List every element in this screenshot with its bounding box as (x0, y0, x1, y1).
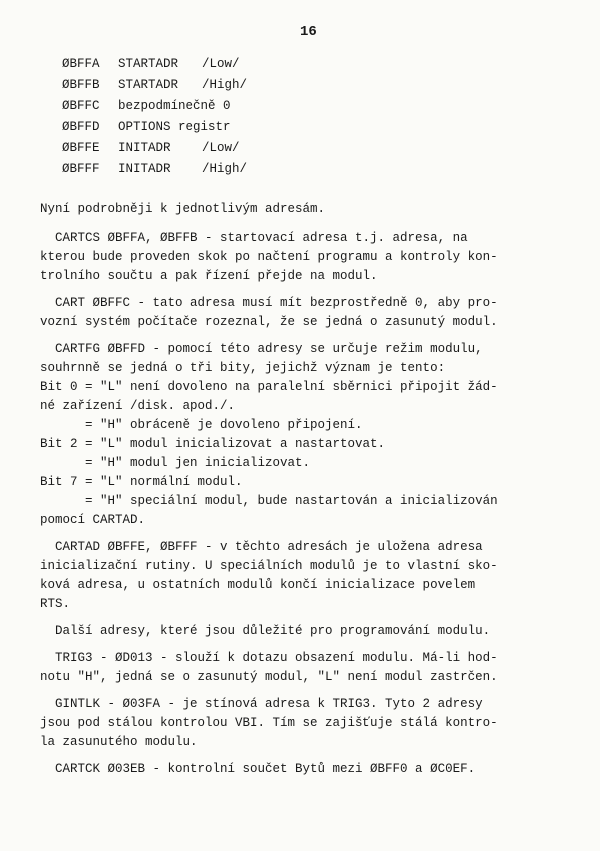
text-line: notu "H", jedná se o zasunutý modul, "L" není modul zastrčen. (40, 670, 498, 684)
text-line: CART ØBFFC - tato adresa musí mít bezprostředně 0, aby pro- (40, 296, 498, 310)
text-line: jsou pod stálou kontrolou VBI. Tím se zajišťuje stálá kontro- (40, 716, 498, 730)
text-line: kterou bude proveden skok po načtení programu a kontroly kon- (40, 250, 498, 264)
text-line: pomocí CARTAD. (40, 513, 146, 527)
register-name: INITADR (118, 162, 171, 176)
register-name: OPTIONS registr (118, 120, 231, 134)
register-address: ØBFFF (62, 162, 100, 176)
register-note: /Low/ (202, 57, 240, 71)
text-line: inicializační rutiny. U speciálních modulů je to vlastní sko- (40, 559, 498, 573)
register-address: ØBFFB (62, 78, 100, 92)
text-line: Bit 7 = "L" normální modul. (40, 475, 243, 489)
cart-paragraph (40, 294, 572, 332)
register-name: INITADR (118, 141, 171, 155)
body-text (40, 200, 572, 779)
register-row (62, 96, 247, 117)
register-row (62, 117, 247, 138)
cartcs-paragraph (40, 229, 572, 286)
intro-paragraph: Nyní podrobněji k jednotlivým adresám. (40, 202, 326, 216)
text-line: Bit 2 = "L" modul inicializovat a nastartovat. (40, 437, 386, 451)
register-table (62, 54, 247, 180)
register-address: ØBFFD (62, 120, 100, 134)
text-line: trolního součtu a pak řízení přejde na modul. (40, 269, 378, 283)
register-note: /High/ (202, 78, 248, 92)
register-address: ØBFFC (62, 99, 100, 113)
register-note: /Low/ (202, 141, 240, 155)
register-row (62, 138, 247, 159)
text-line: = "H" obráceně je dovoleno připojení. (40, 418, 363, 432)
register-note: /High/ (202, 162, 248, 176)
text-line: TRIG3 - ØD013 - slouží k dotazu obsazení modulu. Má-li hod- (40, 651, 498, 665)
register-row (62, 54, 247, 75)
text-line: = "H" speciální modul, bude nastartován a inicializován (40, 494, 498, 508)
register-name: bezpodmínečně 0 (118, 99, 231, 113)
text-line: la zasunutého modulu. (40, 735, 198, 749)
register-row (62, 75, 247, 96)
text-line: CARTFG ØBFFD - pomocí této adresy se určuje režim modulu, (40, 342, 483, 356)
text-line: Bit 0 = "L" není dovoleno na paralelní sběrnici připojit žád- (40, 380, 498, 394)
text-line: vozní systém počítače rozeznal, že se jedná o zasunutý modul. (40, 315, 498, 329)
text-line: GINTLK - Ø03FA - je stínová adresa k TRIG3. Tyto 2 adresy (40, 697, 483, 711)
text-line: né zařízení /disk. apod./. (40, 399, 236, 413)
register-name: STARTADR (118, 57, 179, 71)
text-line: CARTCS ØBFFA, ØBFFB - startovací adresa t.j. adresa, na (40, 231, 468, 245)
register-row (62, 159, 247, 180)
dalsi-paragraph: Další adresy, které jsou důležité pro programování modulu. (40, 624, 491, 638)
register-name: STARTADR (118, 78, 179, 92)
cartck-paragraph: CARTCK Ø03EB - kontrolní součet Bytů mezi ØBFF0 a ØC0EF. (40, 762, 476, 776)
trig3-paragraph (40, 649, 572, 687)
register-address: ØBFFE (62, 141, 100, 155)
cartad-paragraph (40, 538, 572, 614)
text-line: = "H" modul jen inicializovat. (40, 456, 311, 470)
text-line: ková adresa, u ostatních modulů končí inicializace povelem (40, 578, 476, 592)
gintlk-paragraph (40, 695, 572, 752)
text-line: souhrnně se jedná o tři bity, jejichž význam je tento: (40, 361, 446, 375)
cartfg-paragraph (40, 340, 572, 530)
register-address: ØBFFA (62, 57, 100, 71)
page-number: 16 (300, 24, 317, 40)
text-line: CARTAD ØBFFE, ØBFFF - v těchto adresách je uložena adresa (40, 540, 483, 554)
text-line: RTS. (40, 597, 71, 611)
